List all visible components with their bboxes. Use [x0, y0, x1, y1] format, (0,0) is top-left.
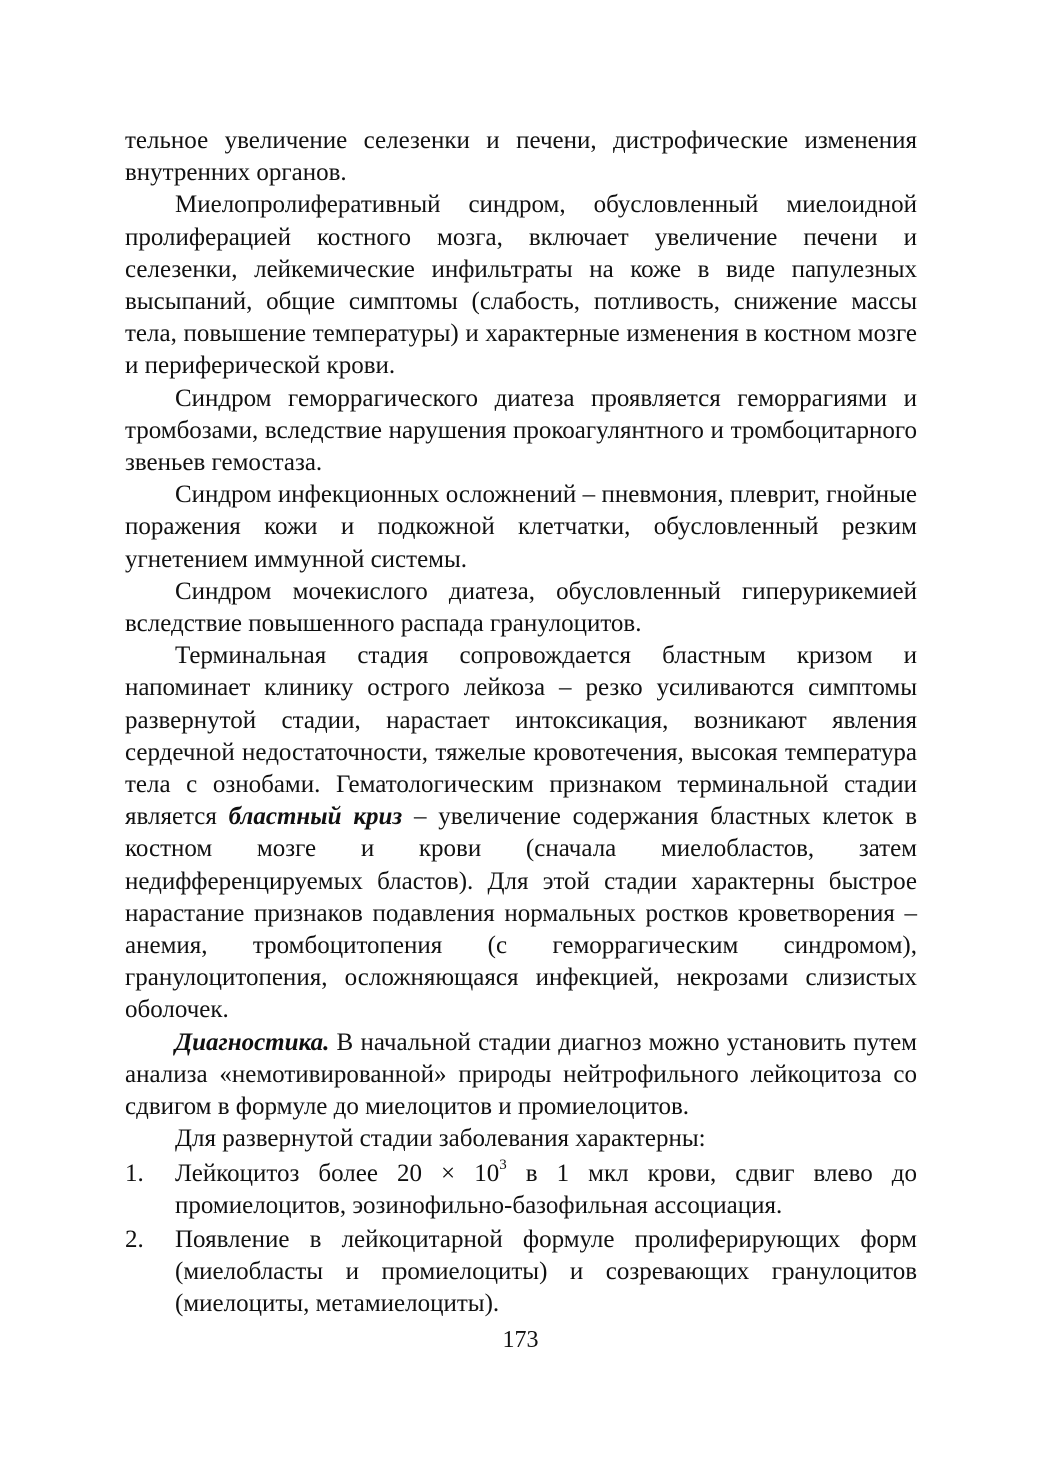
list-text-before: Лейкоцитоз более 20 × 10 — [175, 1159, 500, 1187]
paragraph-diagnostics — [125, 1027, 917, 1124]
list-number: 1. — [125, 1159, 144, 1187]
list-number: 2. — [125, 1225, 144, 1253]
paragraph-myeloproliferative: Миелопролиферативный синдром, обусловленный миелоидной пролиферацией костного мозга, включает увеличение печени и селезенки, лейкемические инфильтраты на коже в виде папулезных высыпаний, общие симптомы (слабость, потливость, снижение массы тела, повышение температуры) и характерные изменения в костном мозге и периферической крови. — [125, 191, 917, 380]
diagnostics-text: В начальной стадии диагноз можно установить путем анализа «немотивированной» природы нейтрофильного лейкоцитоза со сдвигом в формуле до миелоцитов и промиелоцитов. — [125, 1028, 917, 1121]
list-text — [175, 1158, 917, 1222]
list-item — [125, 1224, 917, 1321]
paragraph-continuation: тельное увеличение селезенки и печени, дистрофические изменения внутренних органов. — [125, 127, 917, 187]
diagnostics-heading: Диагностика. — [175, 1028, 330, 1056]
exponent: 3 — [499, 1157, 507, 1174]
terminal-text-start: Терминальная стадия сопровождается бластным кризом и напоминает клинику острого лейкоза – резко усиливаются симптомы развернутой стадии, нарастает интоксикация, возникают явления сердечной недостаточности, тяжелые кровотечения, высокая температура тела с ознобами. Гематологическим признаком терминальной стадии является — [125, 642, 917, 831]
paragraph-hemorrhagic: Синдром геморрагического диатеза проявляется геморрагиями и тромбозами, вследствие нарушения прокоагулянтного и тромбоцитарного звеньев гемостаза. — [125, 384, 917, 477]
list-text-after: в 1 мкл крови, сдвиг влево до промиелоцитов, эозинофильно-базофильная ассоциация. — [175, 1159, 917, 1219]
paragraph-list-intro: Для развернутой стадии заболевания характерны: — [175, 1125, 706, 1153]
terminal-text-end: – увеличение содержания бластных клеток в костном мозге и крови (сначала миелобластов, затем недифференцируемых бластов). Для этой стадии характерны быстрое нарастание признаков подавления нормальных ростков кроветворения – анемия, тромбоцитопения (с геморрагическим синдромом), гранулоцитопения, осложняющаяся инфекцией, некрозами слизистых оболочек. — [125, 803, 917, 1024]
paragraph-infectious: Синдром инфекционных осложнений – пневмония, плеврит, гнойные поражения кожи и подкожной клетчатки, обусловленный резким угнетением иммунной системы. — [125, 481, 917, 573]
list-text: Появление в лейкоцитарной формуле пролиферирующих форм (миелобласты и промиелоциты) и созревающих гранулоцитов (миелоциты, метамиелоциты). — [175, 1225, 917, 1318]
paragraph-uric: Синдром мочекислого диатеза, обусловленный гиперурикемией вследствие повышенного распада гранулоцитов. — [125, 577, 917, 638]
criteria-list — [125, 1158, 917, 1321]
list-item — [125, 1158, 917, 1222]
blast-crisis-term: бластный криз — [228, 803, 403, 831]
page-number: 173 — [502, 1327, 539, 1353]
page-body — [125, 125, 917, 1321]
paragraph-terminal — [125, 640, 917, 1026]
